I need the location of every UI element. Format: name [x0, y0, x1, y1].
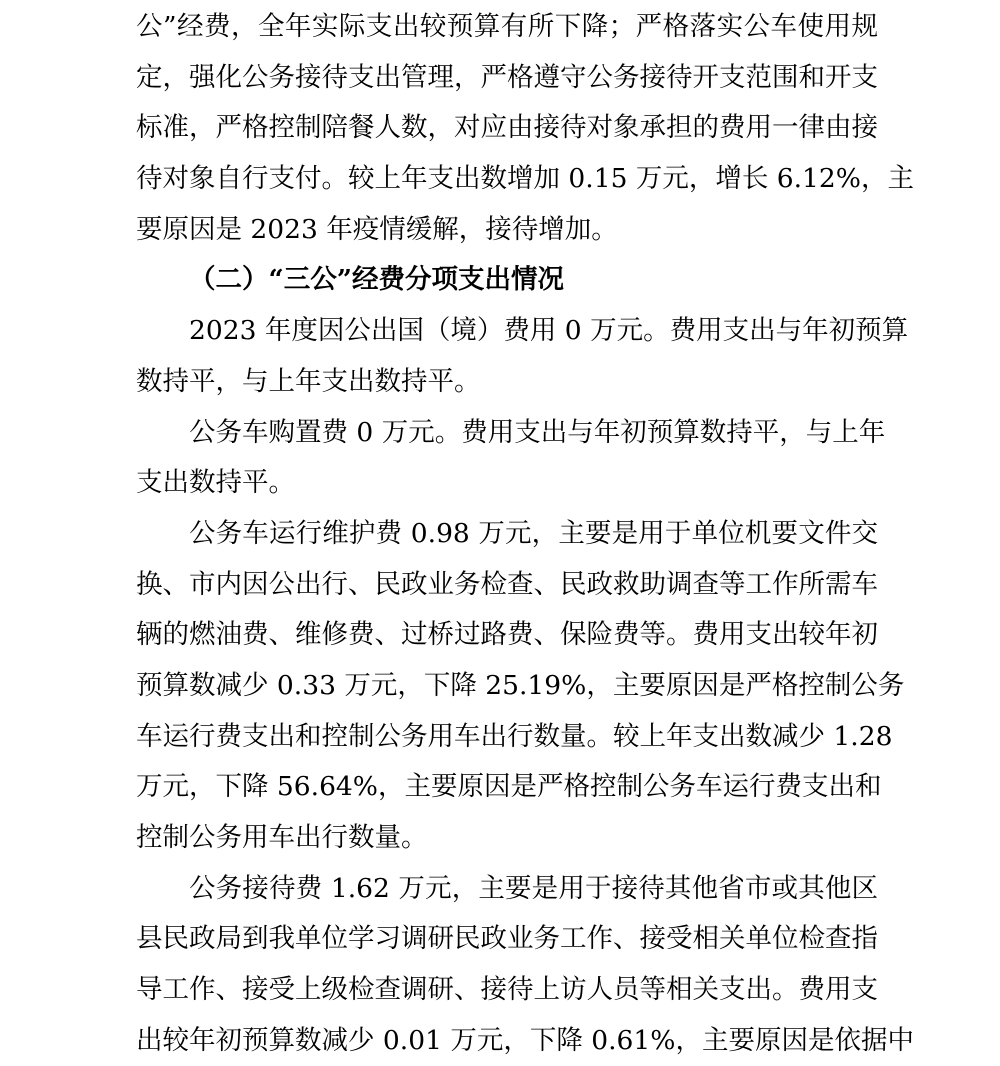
text-line: 数持平，与上年支出数持平。 [136, 365, 481, 397]
text-line: 换、市内因公出行、民政业务检查、民政救助调查等工作所需车 [136, 568, 878, 600]
paragraph-overseas-travel [136, 306, 909, 407]
text-line: 导工作、接受上级检查调研、接待上访人员等相关支出。费用支 [136, 974, 878, 1006]
paragraph-public-funds-summary [136, 2, 914, 255]
text-line: 万元，下降 56.64%，主要原因是严格控制公务车运行费支出和 [136, 771, 882, 803]
text-line: 要原因是 2023 年疫情缓解，接待增加。 [136, 213, 618, 245]
text-line: 公务车购置费 0 万元。费用支出与年初预算数持平，与上年 [189, 416, 886, 448]
text-line: 2023 年度因公出国（境）费用 0 万元。费用支出与年初预算 [189, 315, 909, 347]
text-line: 待对象自行支付。较上年支出数增加 0.15 万元，增长 6.12%，主 [136, 163, 914, 195]
text-line: 公务接待费 1.62 万元，主要是用于接待其他省市或其他区 [189, 872, 878, 904]
text-line: 县民政局到我单位学习调研民政业务工作、接受相关单位检查指 [136, 923, 878, 955]
text-line: 支出数持平。 [136, 467, 295, 499]
section-heading-text: （二）“三公”经费分项支出情况 [189, 264, 564, 296]
text-line: 车运行费支出和控制公务用车出行数量。较上年支出数减少 1.28 [136, 720, 893, 752]
paragraph-vehicle-purchase [136, 408, 886, 509]
paragraph-official-reception [136, 864, 914, 1066]
text-line: 预算数减少 0.33 万元，下降 25.19%，主要原因是严格控制公务 [136, 669, 905, 701]
text-line: 公务车运行维护费 0.98 万元，主要是用于单位机要文件交 [189, 517, 878, 549]
text-line: 标准，严格控制陪餐人数，对应由接待对象承担的费用一律由接 [136, 112, 878, 144]
section-heading [136, 255, 878, 306]
text-line: 定，强化公务接待支出管理，严格遵守公务接待开支范围和开支 [136, 61, 878, 93]
text-line: 出较年初预算数减少 0.01 万元，下降 0.61%，主要原因是依据中 [136, 1024, 914, 1056]
text-line: 控制公务用车出行数量。 [136, 822, 428, 853]
document-page [136, 2, 914, 1066]
text-line: 公”经费，全年实际支出较预算有所下降；严格落实公车使用规 [136, 11, 878, 42]
text-line: 辆的燃油费、维修费、过桥过路费、保险费等。费用支出较年初 [136, 619, 878, 651]
paragraph-vehicle-maintenance [136, 509, 905, 864]
